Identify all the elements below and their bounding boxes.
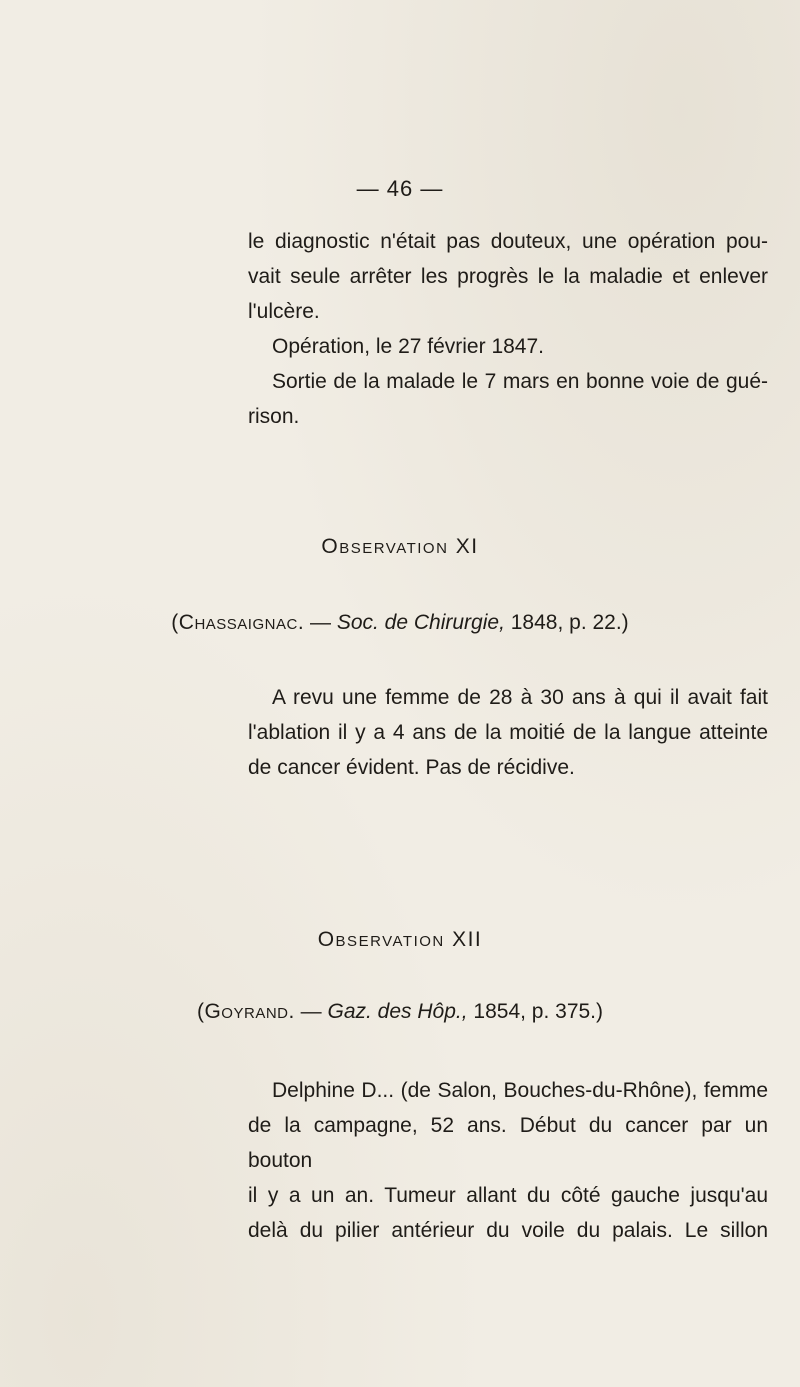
citation-xii-author: (Goyrand. bbox=[196, 1000, 295, 1023]
observation-xi-citation bbox=[0, 611, 800, 635]
citation-xii-rest: 1854, p. 375.) bbox=[467, 1000, 604, 1023]
observation-xii-heading bbox=[0, 928, 800, 952]
citation-xi-rest: 1848, p. 22.) bbox=[504, 611, 629, 634]
exit-line-2: rison. bbox=[248, 405, 300, 428]
observation-xii-citation bbox=[0, 1000, 800, 1024]
intro-paragraph bbox=[248, 224, 768, 434]
intro-line-1: le diagnostic n'était pas douteux, une opération pou- bbox=[248, 230, 768, 253]
observation-xi-heading bbox=[0, 535, 800, 559]
obs-xii-line-3: il y a un an. Tumeur allant du côté gauche jusqu'au bbox=[248, 1184, 768, 1207]
obs-xii-line-4: delà du pilier antérieur du voile du palais. Le sillon bbox=[248, 1219, 768, 1242]
observation-xii-heading-text: Observation XII bbox=[317, 928, 483, 951]
obs-xi-line-2: l'ablation il y a 4 ans de la moitié de la langue atteinte bbox=[248, 721, 768, 744]
obs-xii-line-2: de la campagne, 52 ans. Début du cancer par un bouton bbox=[248, 1114, 768, 1172]
citation-xi-dash: — bbox=[304, 611, 337, 634]
observation-xii-body bbox=[248, 1073, 768, 1248]
citation-xi-source: Soc. de Chirurgie, bbox=[336, 611, 505, 634]
observation-xi-heading-text: Observation XI bbox=[321, 535, 479, 558]
citation-xii-source: Gaz. des Hôp., bbox=[327, 1000, 468, 1023]
citation-xi-author: (Chassaignac. bbox=[171, 611, 305, 634]
observation-xi-body bbox=[248, 680, 768, 785]
citation-xii-dash: — bbox=[294, 1000, 328, 1023]
intro-line-2: vait seule arrêter les progrès le la maladie et enlever bbox=[248, 265, 768, 288]
intro-line-3: l'ulcère. bbox=[248, 300, 320, 323]
obs-xii-line-1: Delphine D... (de Salon, Bouches-du-Rhône), femme bbox=[272, 1079, 768, 1102]
operation-line: Opération, le 27 février 1847. bbox=[272, 335, 544, 358]
exit-line-1: Sortie de la malade le 7 mars en bonne voie de gué- bbox=[272, 370, 768, 393]
page-number: — 46 — bbox=[356, 176, 444, 201]
obs-xi-line-3: de cancer évident. Pas de récidive. bbox=[248, 756, 575, 779]
obs-xi-line-1: A revu une femme de 28 à 30 ans à qui il avait fait bbox=[272, 686, 768, 709]
